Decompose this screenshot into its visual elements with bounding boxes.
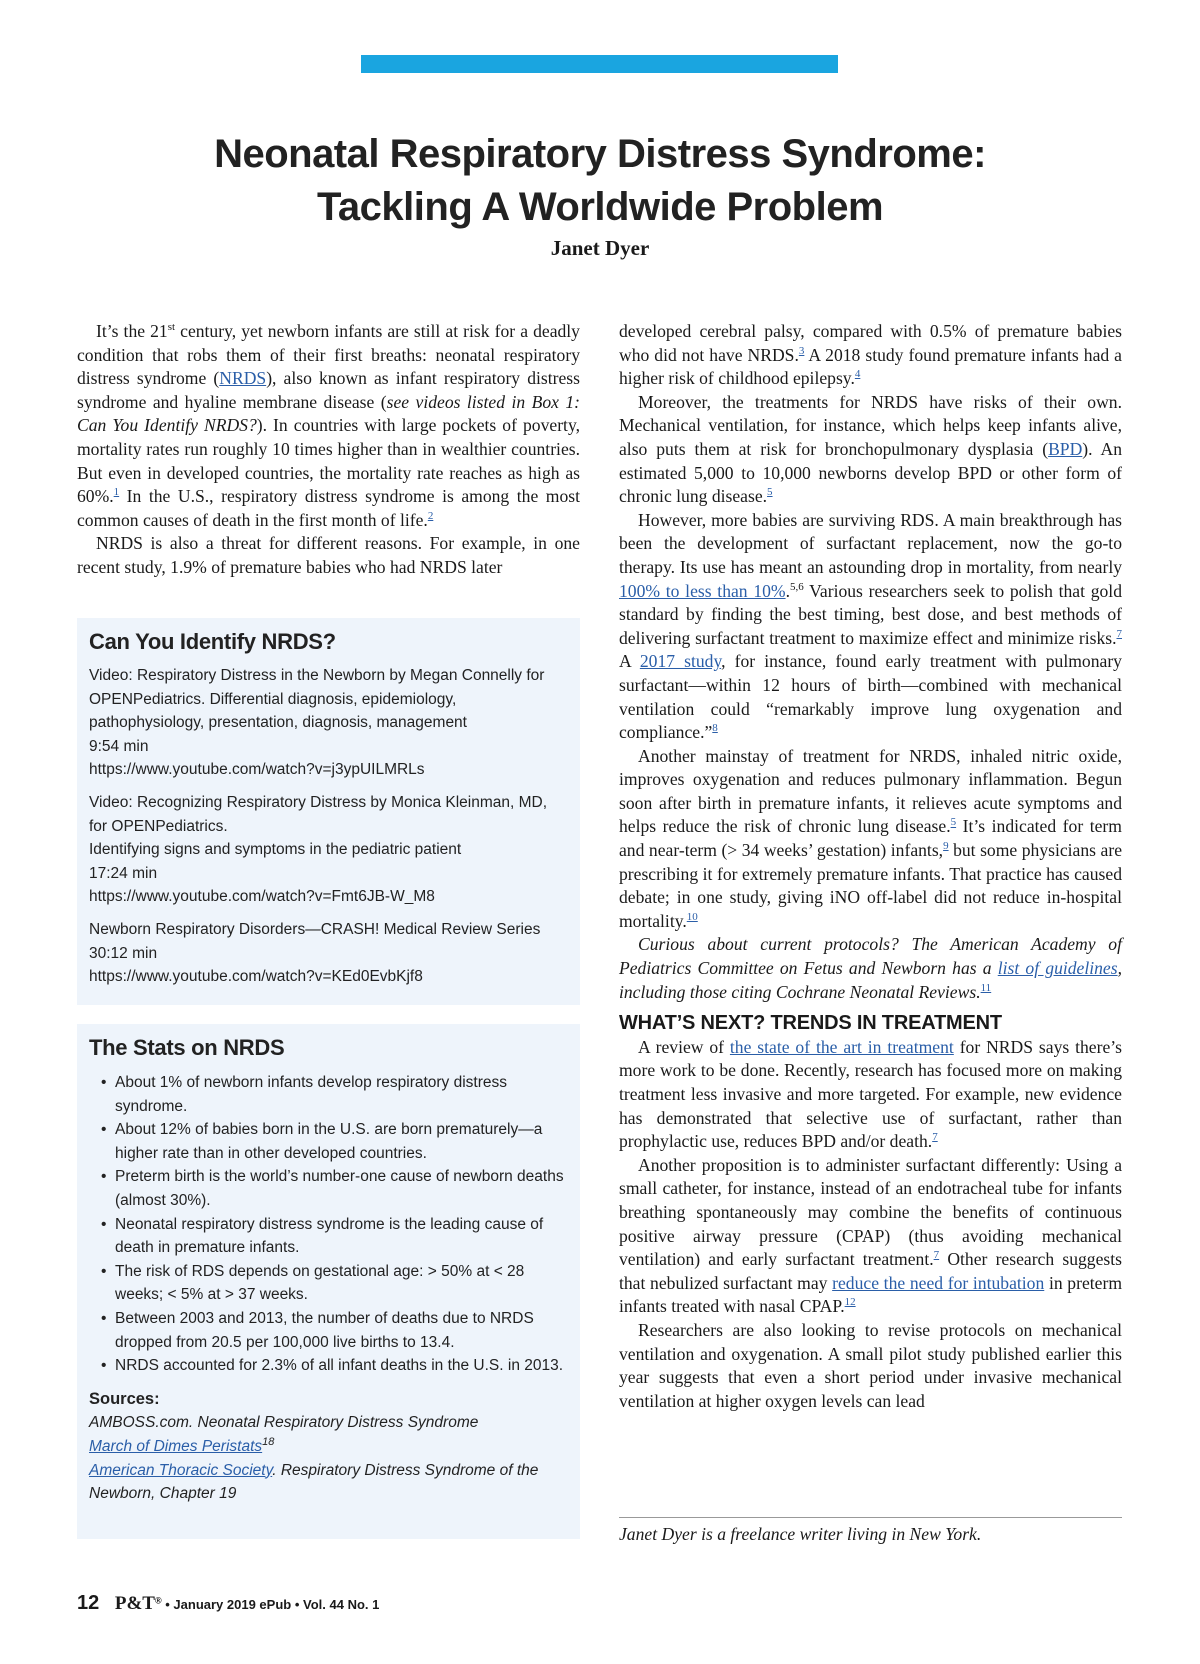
list-item: • Preterm birth is the world’s number-one cause of newborn deaths (almost 30%). — [115, 1165, 566, 1212]
link-state-of-art[interactable]: the state of the art in treatment — [729, 1036, 954, 1057]
paragraph-intro: It’s the 21st century, yet newborn infants are still at risk for a deadly condition that robs them of their first breaths: neonatal respiratory distress syndrome (NRDS), also known as infant respiratory distress syndrome and hyaline membrane disease (see videos listed in Box 1: Can You Identify NRDS?). In countries with large pockets of poverty, mortality rates run roughly 10 times higher than in wealthier countries. But even in developed countries, the mortality rate reaches as high as 60%.$^1$ In the U.S., respiratory distress syndrome is among the most common causes of death in the first month of life.$^2$ — [77, 321, 581, 530]
source-link-ats[interactable]: American Thoracic Society — [89, 1461, 273, 1479]
source-link-march-of-dimes[interactable]: March of Dimes Peristats — [89, 1437, 263, 1455]
page-footer: 12 P&T® • January 2019 ePub • Vol. 44 No. 1 — [77, 1592, 380, 1614]
ref-link-10[interactable]: 10 — [686, 910, 698, 923]
source-amboss: AMBOSS.com. Neonatal Respiratory Distress Syndrome — [89, 1414, 479, 1432]
paragraph-surfactant: However, more babies are surviving RDS. A main breakthrough has been the development of surfactant replacement, now the go-to therapy. Its use has meant an astounding drop in mortality, from nearly 100% to less than 10%.$^{5,6}$ Various researchers seek to polish that gold standard by finding the best timing, best dose, and best methods of delivering surfactant treatment to maximize effect and minimize risks.$^7$ A 2017 study, for instance, found early treatment with pulmonary surfactant—within 12 hours of birth—combined with mechanical ventilation could “remarkably improve lung oxygenation and compliance.”$^8$ — [619, 509, 1122, 743]
ref-link-7c[interactable]: 7 — [933, 1249, 940, 1262]
link-reduce-intubation[interactable]: reduce the need for intubation — [832, 1272, 1045, 1293]
left-column — [77, 320, 580, 580]
video-entry: Video: Respiratory Distress in the Newborn by Megan Connelly for OPENPediatrics. Differential diagnosis, epidemiology, pathophysiology, presentation, diagnosis, management 9:54 min https://www.youtube.com/watch?v=j3ypUILMRLs — [89, 664, 568, 782]
issue-date: January 2019 ePub — [173, 1597, 292, 1612]
link-bpd[interactable]: BPD — [1048, 438, 1083, 459]
title-line-2: Tackling A Worldwide Problem — [316, 185, 884, 229]
video-entry: Video: Recognizing Respiratory Distress by Monica Kleinman, MD, for OPENPediatrics. Identifying signs and symptoms in the pediatric patient 17:24 min https://www.youtube.com/watch?v=Fmt6JB-W_M8 — [89, 791, 568, 909]
box-title: Can You Identify NRDS? — [89, 629, 336, 654]
box-identify-nrds — [77, 618, 580, 1005]
ref-link-1[interactable]: 1 — [113, 486, 120, 499]
sources: Sources: AMBOSS.com. Neonatal Respiratory Distress Syndrome March of Dimes Peristats$^{18}$ American Thoracic Society. Respiratory Distress Syndrome of the Newborn, Chapter 19 — [77, 1378, 580, 1506]
list-item: • Between 2003 and 2013, the number of deaths due to NRDS dropped from 20.5 per 100,000 live births to 13.4. — [115, 1307, 566, 1354]
list-item: • NRDS accounted for 2.3% of all infant deaths in the U.S. in 2013. — [115, 1354, 566, 1378]
video-url[interactable]: https://www.youtube.com/watch?v=Fmt6JB-W_M8 — [89, 888, 435, 906]
article-title — [0, 128, 1200, 234]
sources-heading: Sources: — [89, 1389, 160, 1408]
stats-list — [77, 1071, 580, 1378]
ref-link-5[interactable]: 5 — [767, 486, 773, 499]
top-accent-bar — [361, 55, 838, 73]
ref-link-12[interactable]: 12 — [844, 1296, 856, 1309]
right-column — [619, 320, 1122, 1413]
paragraph-nitric-oxide: Another mainstay of treatment for NRDS, inhaled nitric oxide, improves oxygenation and reduces pulmonary inflammation. Begun soon after birth in premature infants, it relieves acute symptoms and helps reduce the risk of chronic lung disease.$^5$ It’s indicated for term and near-term (> 34 weeks’ gestation) infants,$^9$ but some physicians are prescribing it for extremely premature infants. That practice has caused debate; in one study, giving iNO off-label did not reduce in-hospital mortality.$^{10}$ — [619, 745, 1123, 931]
link-2017-study[interactable]: 2017 study — [639, 651, 722, 672]
link-nrds[interactable]: NRDS — [219, 368, 267, 389]
journal-name: P&T — [114, 1593, 155, 1614]
paragraph-review: A review of the state of the art in treatment for NRDS says there’s more work to be done. Recently, research has focused more on making treatment less invasive and more targeted. For example, new evidence has demonstrated that selective use of surfactant, rather than prophylactic use, reduces BPD and/or death.$^7$ — [619, 1036, 1122, 1152]
link-guidelines[interactable]: list of guidelines — [997, 958, 1118, 979]
author-bio: Janet Dyer is a freelance writer living in New York. — [619, 1524, 982, 1544]
video-url[interactable]: https://www.youtube.com/watch?v=KEd0EvbKjf8 — [89, 968, 423, 986]
paragraph-continued: developed cerebral palsy, compared with 0.5% of premature babies who did not have NRDS.$^3$ A 2018 study found premature infants had a higher risk of childhood epilepsy.$^4$ — [619, 321, 1122, 389]
video-entry: Newborn Respiratory Disorders—CRASH! Medical Review Series 30:12 min https://www.youtube.com/watch?v=KEd0EvbKjf8 — [89, 918, 568, 989]
list-item: • About 12% of babies born in the U.S. are born prematurely—a higher rate than in other developed countries. — [115, 1118, 566, 1165]
ref-link-7[interactable]: 7 — [1116, 627, 1122, 640]
author-name: Janet Dyer — [550, 236, 650, 260]
ref-link-5b[interactable]: 5 — [950, 816, 957, 829]
paragraph-ventilation: Researchers are also looking to revise protocols on mechanical ventilation and oxygenation. A small pilot study published earlier this year suggests that even a short period under invasive mechanical ventilation at higher oxygen levels can lead — [619, 1319, 1122, 1411]
ref-link-3[interactable]: 3 — [798, 344, 805, 357]
paragraph-proposition: Another proposition is to administer surfactant differently: Using a small catheter, for instance, instead of an endotracheal tube for infants breathing spontaneously may combine the benefits of continuous positive airway pressure (CPAP) (thus avoiding mechanical ventilation) and early surfactant treatment.$^7$ Other research suggests that nebulized surfactant may reduce the need for intubation in preterm infants treated with nasal CPAP.$^{12}$ — [619, 1154, 1122, 1317]
paragraph-threat: NRDS is also a threat for different reasons. For example, in one recent study, 1.9% of premature babies who had NRDS later — [77, 533, 580, 577]
list-item: • The risk of RDS depends on gestational age: > 50% at < 28 weeks; < 5% at > 37 weeks. — [115, 1260, 566, 1307]
ref-link-8[interactable]: 8 — [712, 722, 718, 735]
ref-link-11[interactable]: 11 — [980, 981, 992, 994]
bio-divider — [619, 1517, 1122, 1518]
paragraph-risks: Moreover, the treatments for NRDS have risks of their own. Mechanical ventilation, for instance, which helps keep infants alive, also puts them at risk for bronchopulmonary dysplasia (BPD). An estimated 5,000 to 10,000 newborns develop BPD or other form of chronic lung disease.$^5$ — [619, 391, 1123, 507]
ref-link-7b[interactable]: 7 — [932, 1131, 938, 1144]
video-list — [77, 664, 580, 989]
section-heading: WHAT’S NEXT? TRENDS IN TREATMENT — [619, 1012, 1002, 1035]
page-number: 12 — [77, 1592, 100, 1614]
box-title: The Stats on NRDS — [89, 1035, 285, 1060]
paragraph-protocols: Curious about current protocols? The American Academy of Pediatrics Committee on Fetus and Newborn has a list of guidelines, including those citing Cochrane Neonatal Reviews.$^{11}$ — [619, 934, 1122, 1002]
video-url[interactable]: https://www.youtube.com/watch?v=j3ypUILMRLs — [89, 761, 425, 779]
list-item: • Neonatal respiratory distress syndrome is the leading cause of death in premature infants. — [115, 1213, 566, 1260]
ref-link-4[interactable]: 4 — [854, 368, 861, 381]
ref-link-9[interactable]: 9 — [943, 840, 949, 853]
volume: Vol. 44 No. 1 — [303, 1597, 380, 1612]
link-mortality[interactable]: 100% to less than 10% — [619, 580, 786, 601]
title-line-1: Neonatal Respiratory Distress Syndrome: — [214, 132, 986, 176]
ref-link-2[interactable]: 2 — [427, 509, 434, 522]
box-stats-nrds — [77, 1024, 580, 1539]
list-item: • About 1% of newborn infants develop respiratory distress syndrome. — [115, 1071, 566, 1118]
